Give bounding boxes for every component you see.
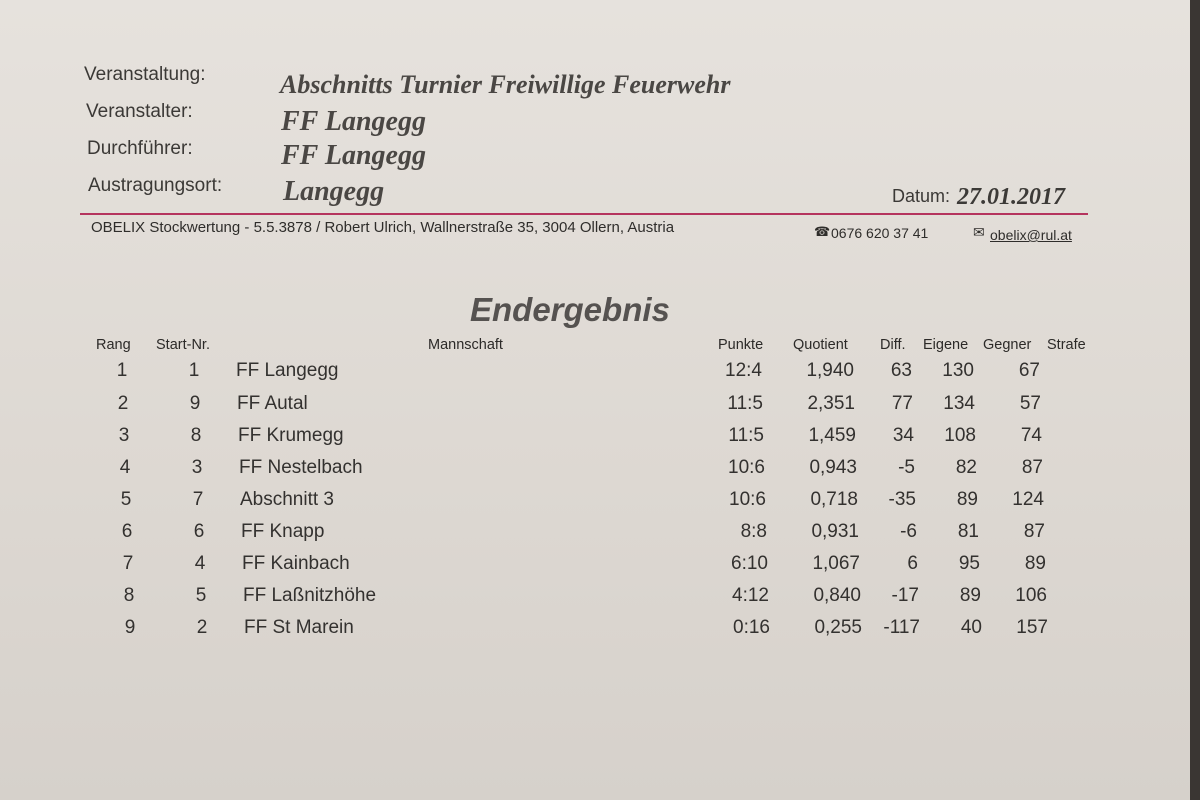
cell-eigene: 89 xyxy=(956,489,978,510)
cell-team: FF St Marein xyxy=(244,617,354,638)
col-header-diff: Diff. xyxy=(880,337,906,353)
cell-start: 6 xyxy=(193,521,205,542)
table-row xyxy=(0,457,1190,487)
cell-rang: 9 xyxy=(124,617,136,638)
cell-eigene: 40 xyxy=(960,617,982,638)
table-row xyxy=(0,553,1190,583)
cell-rang: 6 xyxy=(121,521,133,542)
cell-gegner: 74 xyxy=(1020,425,1042,446)
col-header-rang: Rang xyxy=(96,337,131,353)
cell-team: FF Kainbach xyxy=(242,553,350,574)
cell-team: Abschnitt 3 xyxy=(240,489,334,510)
col-header-eigene: Eigene xyxy=(923,337,969,353)
organizer-value: FF Langegg xyxy=(281,106,426,137)
table-row xyxy=(0,360,1190,390)
cell-punkte: 10:6 xyxy=(728,457,765,478)
email-link[interactable]: obelix@rul.at xyxy=(990,227,1072,243)
cell-diff: -6 xyxy=(900,521,917,542)
col-header-quotient: Quotient xyxy=(793,337,848,353)
executor-label: Durchführer: xyxy=(87,138,193,159)
cell-rang: 8 xyxy=(123,585,135,606)
table-row xyxy=(0,585,1190,615)
cell-punkte: 10:6 xyxy=(729,489,766,510)
cell-gegner: 106 xyxy=(1015,585,1047,606)
cell-punkte: 11:5 xyxy=(727,393,763,414)
cell-rang: 3 xyxy=(118,425,130,446)
cell-rang: 1 xyxy=(116,360,128,381)
cell-start: 3 xyxy=(191,457,203,478)
cell-start: 4 xyxy=(194,553,206,574)
cell-punkte: 4:12 xyxy=(732,585,769,606)
table-row xyxy=(0,617,1190,647)
table-row xyxy=(0,521,1190,551)
cell-eigene: 81 xyxy=(957,521,979,542)
cell-diff: 77 xyxy=(891,393,913,414)
cell-start: 9 xyxy=(189,393,201,414)
cell-quotient: 0,943 xyxy=(809,457,857,478)
table-row xyxy=(0,489,1190,519)
cell-eigene: 95 xyxy=(958,553,980,574)
col-header-strafe: Strafe xyxy=(1047,337,1086,353)
executor-value: FF Langegg xyxy=(281,140,426,171)
organizer-label: Veranstalter: xyxy=(86,101,193,122)
col-header-team: Mannschaft xyxy=(428,337,503,353)
cell-diff: 63 xyxy=(890,360,912,381)
cell-team: FF Laßnitzhöhe xyxy=(243,585,377,606)
cell-eigene: 89 xyxy=(959,585,981,606)
cell-punkte: 6:10 xyxy=(731,553,768,574)
page-title: Endergebnis xyxy=(470,291,670,328)
phone-number: 0676 620 37 41 xyxy=(831,225,929,241)
cell-punkte: 12:4 xyxy=(725,360,762,381)
venue-value: Langegg xyxy=(283,176,385,207)
cell-quotient: 1,459 xyxy=(808,425,856,446)
cell-rang: 5 xyxy=(120,489,132,510)
cell-quotient: 0,840 xyxy=(813,585,861,606)
cell-team: FF Nestelbach xyxy=(239,457,363,478)
cell-quotient: 0,255 xyxy=(814,617,862,638)
header-divider xyxy=(80,213,1088,215)
cell-diff: -35 xyxy=(888,489,916,510)
cell-diff: 6 xyxy=(907,553,918,574)
cell-eigene: 82 xyxy=(955,457,977,478)
col-header-gegner: Gegner xyxy=(983,337,1032,353)
col-header-start: Start-Nr. xyxy=(156,337,210,353)
date-label: Datum: xyxy=(892,186,951,206)
cell-quotient: 2,351 xyxy=(807,393,855,414)
cell-eigene: 130 xyxy=(942,360,974,381)
software-info: OBELIX Stockwertung - 5.5.3878 / Robert Ulrich, Wallnerstraße 35, 3004 Ollern, Austria xyxy=(91,219,675,236)
cell-punkte: 11:5 xyxy=(728,425,764,446)
cell-punkte: 8:8 xyxy=(740,521,767,542)
dark-edge xyxy=(1190,0,1200,800)
event-label: Veranstaltung: xyxy=(84,64,206,85)
cell-team: FF Krumegg xyxy=(238,425,344,446)
cell-gegner: 124 xyxy=(1012,489,1044,510)
cell-gegner: 157 xyxy=(1016,617,1048,638)
cell-gegner: 89 xyxy=(1024,553,1046,574)
table-row xyxy=(0,393,1190,423)
cell-start: 2 xyxy=(196,617,208,638)
cell-start: 5 xyxy=(195,585,207,606)
cell-diff: -117 xyxy=(883,617,920,638)
cell-rang: 2 xyxy=(117,393,129,414)
cell-diff: -5 xyxy=(898,457,915,478)
cell-gegner: 57 xyxy=(1019,393,1041,414)
cell-eigene: 134 xyxy=(943,393,975,414)
cell-quotient: 0,718 xyxy=(810,489,858,510)
cell-rang: 4 xyxy=(119,457,131,478)
cell-rang: 7 xyxy=(122,553,134,574)
cell-quotient: 1,940 xyxy=(806,360,854,381)
date-value: 27.01.2017 xyxy=(957,184,1065,210)
cell-gegner: 87 xyxy=(1021,457,1043,478)
cell-team: FF Autal xyxy=(237,393,308,414)
cell-quotient: 1,067 xyxy=(812,553,860,574)
venue-label: Austragungsort: xyxy=(88,175,223,196)
table-row xyxy=(0,425,1190,455)
cell-quotient: 0,931 xyxy=(811,521,859,542)
cell-start: 8 xyxy=(190,425,202,446)
cell-eigene: 108 xyxy=(944,425,976,446)
cell-gegner: 87 xyxy=(1023,521,1045,542)
cell-start: 1 xyxy=(188,360,200,381)
cell-team: FF Knapp xyxy=(241,521,325,542)
cell-punkte: 0:16 xyxy=(733,617,770,638)
event-value: Abschnitts Turnier Freiwillige Feuerwehr xyxy=(280,70,731,99)
cell-start: 7 xyxy=(192,489,204,510)
cell-diff: -17 xyxy=(891,585,919,606)
mail-icon: ✉ xyxy=(973,224,985,240)
col-header-punkte: Punkte xyxy=(718,337,764,353)
cell-gegner: 67 xyxy=(1018,360,1040,381)
cell-team: FF Langegg xyxy=(236,360,339,381)
cell-diff: 34 xyxy=(892,425,914,446)
phone-icon: ☎ xyxy=(814,224,831,239)
